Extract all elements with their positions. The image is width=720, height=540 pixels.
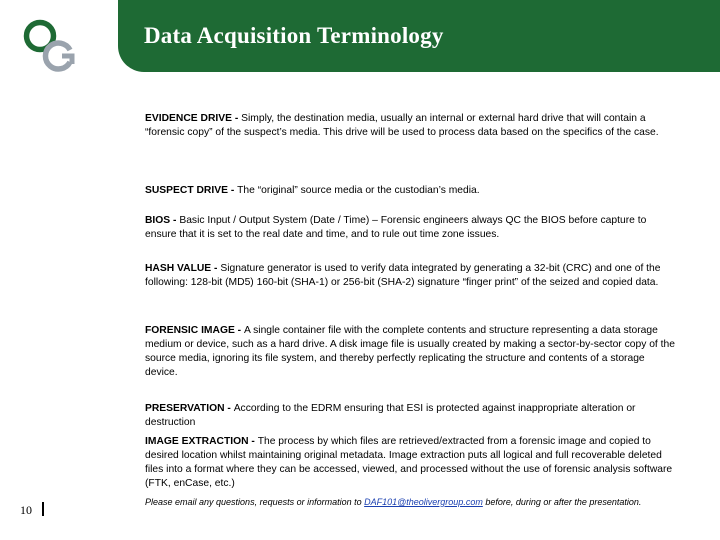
og-logo-icon xyxy=(0,0,118,72)
definition-image-extraction xyxy=(145,435,677,491)
definition-text: Signature generator is used to verify data integrated by generating a 32-bit (CRC) and one of the following: 128-bit (MD5) 160-bit (SHA-1) or 256-bit (SHA-2) signature “finger print” of the seized and copied data. xyxy=(145,263,661,288)
email-link[interactable]: DAF101@theolivergroup.com xyxy=(364,497,483,507)
definition-term: PRESERVATION - xyxy=(145,403,234,414)
definition-forensic-image xyxy=(145,324,677,402)
definition-suspect-drive xyxy=(145,184,677,214)
definition-term: IMAGE EXTRACTION - xyxy=(145,436,258,447)
definition-bios xyxy=(145,214,677,262)
definition-text: The process by which files are retrieved/extracted from a forensic image and copied to desired location whilst maintaining original metadata. Image extraction puts all logical and full recoverable deleted files into a format where they can be accessed, viewed, and processed without the use of forensic analysis software (FTK, enCase, etc.) xyxy=(145,436,673,489)
definition-hash-value xyxy=(145,262,677,324)
definition-text: According to the EDRM ensuring that ESI is protected against inappropriate alteration or destruction xyxy=(145,403,636,428)
definition-term: SUSPECT DRIVE - xyxy=(145,185,238,196)
page-title: Data Acquisition Terminology xyxy=(144,23,444,48)
company-logo xyxy=(0,0,118,72)
definition-text: Simply, the destination media, usually an internal or external hard drive that will contain a “forensic copy” of the suspect’s media. This drive will be used to process data based on the specifics of the case. xyxy=(145,113,659,138)
page-number: 10 xyxy=(20,503,32,517)
footer-note-text: Please email any questions, requests or information to xyxy=(145,497,365,507)
definition-text: The “original” source media or the custodian’s media. xyxy=(237,185,480,196)
definition-term: EVIDENCE DRIVE - xyxy=(145,113,242,124)
footer-note-text-end: before, during or after the presentation. xyxy=(482,497,642,507)
footer-note xyxy=(145,496,645,508)
definition-evidence-drive xyxy=(145,112,677,184)
footer-divider xyxy=(42,502,44,516)
definition-term: FORENSIC IMAGE - xyxy=(145,325,244,336)
definition-term: HASH VALUE - xyxy=(145,263,221,274)
definition-text: A single container file with the complete contents and structure representing a data storage medium or device, such as a hard drive. A disk image file is usually created by making a sector-by-sector copy of the source media, ignoring its file system, and thereby perfectly replicating the structure and contents of a storage device. xyxy=(145,325,675,378)
definitions-list xyxy=(145,112,677,491)
definition-text: Basic Input / Output System (Date / Time) – Forensic engineers always QC the BIOS before capture to ensure that it is set to the real date and time, and to rule out time zone issues. xyxy=(145,215,647,240)
definition-preservation xyxy=(145,402,677,435)
definition-term: BIOS - xyxy=(145,215,180,226)
